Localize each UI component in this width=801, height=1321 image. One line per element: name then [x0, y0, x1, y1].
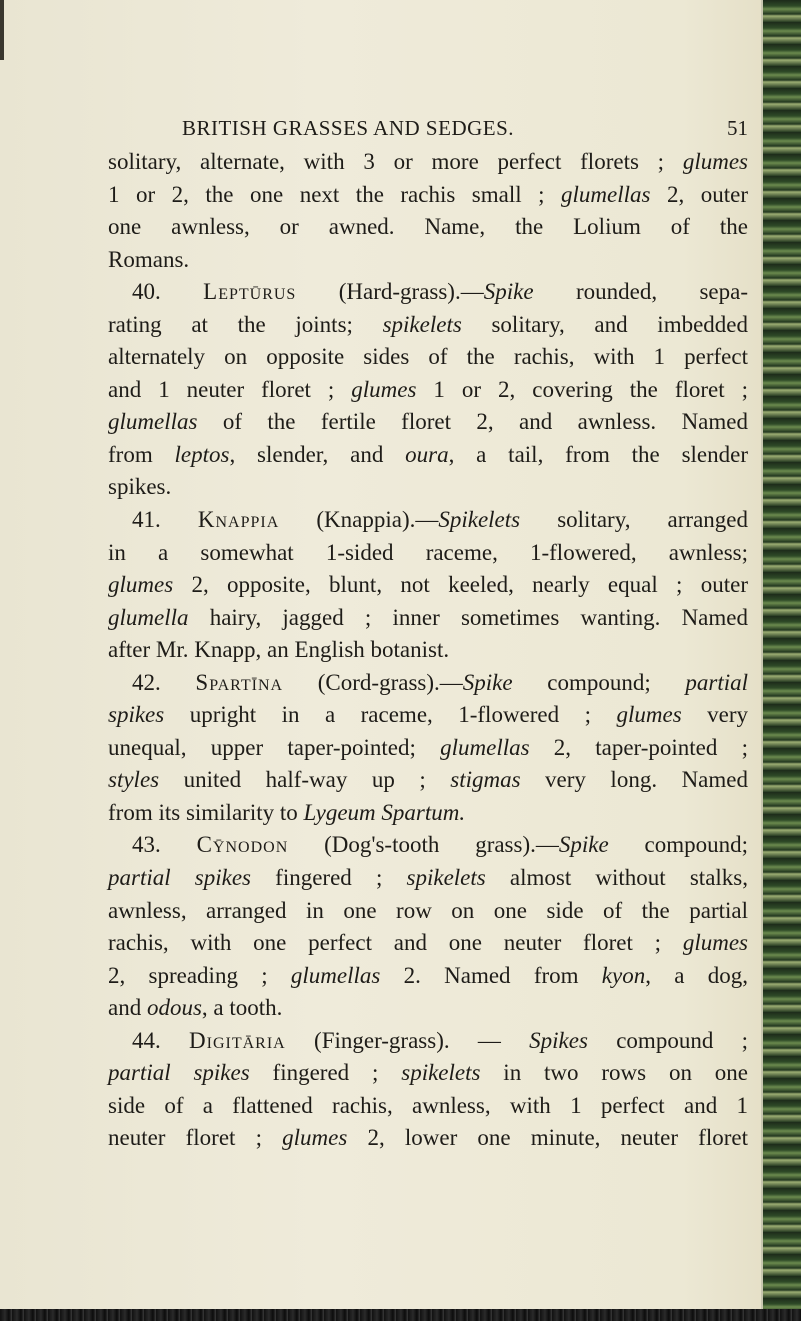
text-line: [108, 341, 748, 374]
text-line: [108, 244, 748, 277]
text-line: [108, 439, 748, 472]
text-run: 42.: [132, 669, 196, 695]
text-run: in a somewhat 1-sided raceme, 1-flowered, awnless;: [108, 539, 748, 565]
text-run: solitary, alternate, with 3 or more perfect florets ;: [108, 149, 683, 174]
text-run: 1 or 2, covering the floret ;: [416, 376, 748, 402]
italic-term: Lygeum Spartum.: [303, 799, 466, 825]
text-line: [108, 179, 748, 212]
text-line: [108, 732, 748, 765]
text-run: from its similarity to: [108, 799, 304, 825]
page-header: [128, 108, 748, 148]
text-line: [108, 1122, 748, 1155]
italic-term: glumes: [351, 376, 417, 402]
italic-term: kyon: [601, 962, 646, 988]
text-run: , a tail, from the slender: [448, 441, 748, 467]
page-number: 51: [727, 116, 748, 140]
italic-term: Spike: [558, 832, 609, 858]
text-run: of the fertile floret 2, and awnless. Named: [197, 409, 748, 435]
text-run: (Finger-grass). —: [285, 1027, 530, 1053]
running-title: BRITISH GRASSES AND SEDGES.: [181, 116, 515, 140]
text-line: [108, 211, 748, 244]
italic-term: glumella: [108, 604, 189, 630]
italic-term: glumellas: [290, 962, 381, 988]
italic-term: Spike: [483, 279, 534, 305]
text-run: Romans.: [108, 246, 190, 272]
text-run: 2, opposite, blunt, not keeled, nearly equal ; outer: [173, 572, 748, 598]
italic-term: stigmas: [450, 767, 521, 793]
text-line: [108, 374, 748, 407]
italic-term: oura: [405, 441, 449, 467]
text-run: after Mr. Knapp, an English botanist.: [108, 637, 450, 663]
italic-term: glumes: [108, 572, 174, 598]
text-run: (Hard-grass).—: [296, 279, 484, 305]
text-run: 2, taper-pointed ;: [529, 734, 748, 760]
text-run: , slender, and: [229, 441, 406, 467]
genus-name: Spartīna: [195, 669, 284, 695]
text-run: 41.: [132, 507, 198, 533]
text-run: one awnless, or awned. Name, the Lolium of the: [108, 214, 748, 240]
text-run: side of a flattened rachis, awnless, with 1 perfect and 1: [108, 1092, 748, 1118]
text-run: rachis, with one perfect and one neuter floret ;: [108, 930, 683, 956]
text-run: alternately on opposite sides of the rachis, with 1 perfect: [108, 344, 748, 370]
text-line: [108, 895, 748, 928]
body-text: [108, 146, 748, 1155]
text-run: 44.: [132, 1027, 190, 1053]
text-run: spikes.: [108, 474, 172, 500]
text-run: and: [108, 995, 147, 1021]
text-line: [108, 276, 748, 309]
text-run: fingered ;: [249, 1060, 402, 1086]
text-run: 2, lower one minute, neuter floret: [347, 1125, 748, 1151]
text-line: [108, 862, 748, 895]
italic-term: glumes: [682, 149, 748, 174]
text-run: united half-way up ;: [159, 767, 451, 793]
text-run: solitary, and imbedded: [461, 311, 748, 337]
text-line: [108, 537, 748, 570]
text-run: , a tooth.: [201, 995, 283, 1021]
italic-term: spikelets: [382, 311, 462, 337]
text-run: fingered ;: [251, 865, 407, 891]
text-run: , a dog,: [645, 962, 748, 988]
text-line: [108, 797, 748, 830]
text-run: (Dog's-tooth grass).—: [288, 832, 559, 858]
italic-term: odous: [146, 995, 202, 1021]
italic-term: Spikes: [529, 1027, 588, 1053]
text-line: [108, 569, 748, 602]
text-line: [108, 406, 748, 439]
text-run: 43.: [132, 832, 197, 858]
text-line: [108, 667, 748, 700]
text-run: rating at the joints;: [108, 311, 383, 337]
text-run: from: [108, 441, 175, 467]
italic-term: glumellas: [440, 734, 530, 760]
text-run: very long. Named: [520, 767, 748, 793]
italic-term: spikelets: [406, 865, 486, 891]
text-run: compound;: [512, 669, 686, 695]
italic-term: glumes: [682, 930, 748, 956]
italic-term: partial spikes: [108, 865, 251, 891]
text-run: unequal, upper taper-pointed;: [108, 734, 441, 760]
text-run: (Cord-grass).—: [283, 669, 463, 695]
text-run: 1 or 2, the one next the rachis small ;: [108, 181, 562, 207]
italic-term: glumes: [282, 1125, 348, 1151]
text-line: [108, 471, 748, 504]
page-bottom-edge: [0, 1309, 801, 1321]
italic-term: glumellas: [561, 181, 651, 207]
text-run: rounded, sepa-: [533, 279, 748, 305]
italic-term: Spike: [462, 669, 513, 695]
text-line: [108, 1025, 748, 1058]
text-run: 2, spreading ;: [108, 962, 291, 988]
text-run: 40.: [132, 279, 204, 305]
book-binding-edge: [761, 0, 801, 1321]
italic-term: leptos: [174, 441, 230, 467]
genus-name: Digitāria: [189, 1027, 286, 1053]
italic-term: partial spikes: [108, 1060, 250, 1086]
text-run: upright in a raceme, 1-flowered ;: [164, 702, 617, 728]
italic-term: Spikelets: [438, 507, 521, 533]
text-line: [108, 504, 748, 537]
text-run: solitary, arranged: [520, 507, 748, 533]
text-run: hairy, jagged ; inner sometimes wanting. Named: [188, 604, 748, 630]
text-run: 2, outer: [650, 181, 748, 207]
italic-term: glumellas: [108, 409, 198, 435]
text-line: [108, 309, 748, 342]
text-line: [108, 1057, 748, 1090]
genus-name: Leptūrus: [203, 279, 297, 305]
text-run: compound;: [608, 832, 748, 858]
page-edge-rule: [0, 0, 4, 60]
text-run: (Knappia).—: [279, 507, 439, 533]
text-line: [108, 764, 748, 797]
italic-term: glumes: [616, 702, 682, 728]
italic-term: spikes: [108, 702, 165, 728]
genus-name: Cȳnodon: [196, 832, 289, 858]
italic-term: styles: [108, 767, 160, 793]
text-line: [108, 1090, 748, 1123]
text-run: very: [681, 702, 748, 728]
text-line: [108, 602, 748, 635]
text-run: neuter floret ;: [108, 1125, 283, 1151]
text-line: [108, 927, 748, 960]
text-run: 2. Named from: [380, 962, 602, 988]
text-line: [108, 960, 748, 993]
text-run: in two rows on one: [480, 1060, 748, 1086]
italic-term: spikelets: [401, 1060, 481, 1086]
genus-name: Knappia: [197, 507, 280, 533]
text-run: awnless, arranged in one row on one side of the partial: [108, 897, 748, 923]
text-run: almost without stalks,: [485, 865, 748, 891]
text-run: compound ;: [587, 1027, 748, 1053]
text-line: [108, 829, 748, 862]
text-line: [108, 699, 748, 732]
italic-term: partial: [685, 669, 748, 695]
text-line: [108, 634, 748, 667]
text-line: [108, 146, 748, 179]
text-run: and 1 neuter floret ;: [108, 376, 352, 402]
text-line: [108, 992, 748, 1025]
